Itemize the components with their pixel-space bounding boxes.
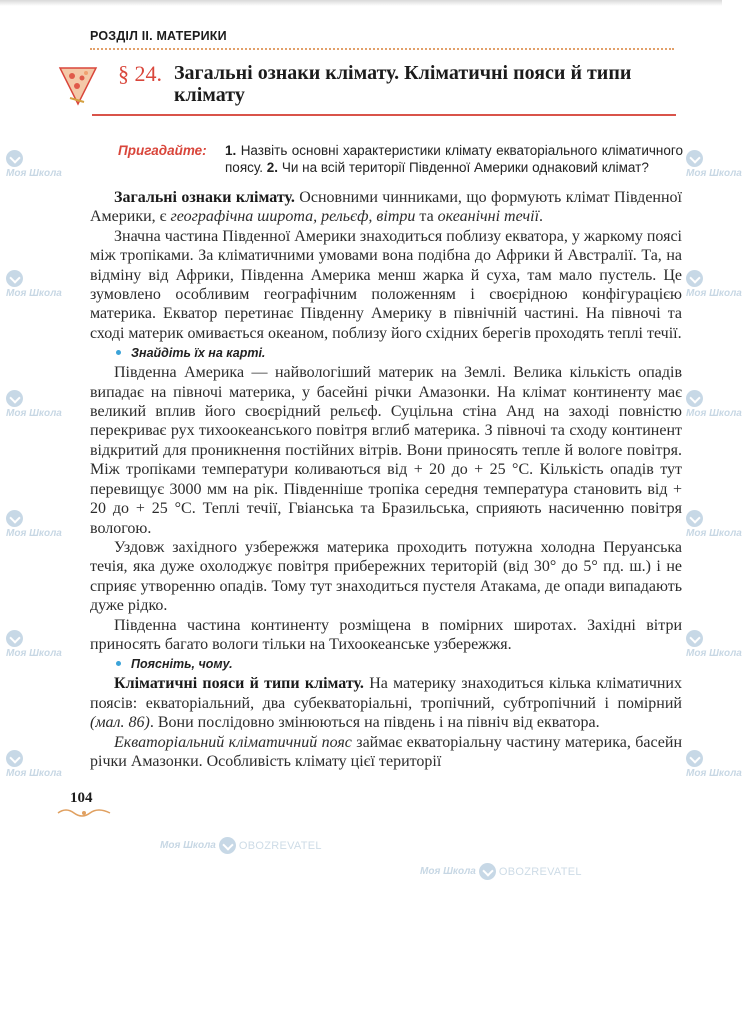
text-run: На материку знаходиться кілька кліматичних поясів: екваторіальний, два субекваторіальні, тропічний, субтропічний і помірний bbox=[90, 675, 682, 712]
watermark-school-text: Моя Школа bbox=[160, 840, 216, 851]
text-run: займає екваторіальну частину материка, басейн річки Амазонки. Особливість клімату цієї території bbox=[90, 733, 683, 770]
figure-reference: (мал. 86) bbox=[90, 714, 150, 732]
watermark-school-text: Моя Школа bbox=[420, 866, 476, 877]
watermark-logo-icon bbox=[6, 750, 23, 767]
watermark bbox=[6, 390, 62, 419]
watermark bbox=[686, 630, 742, 659]
watermark-logo-icon bbox=[6, 630, 23, 647]
watermark-school-text: Моя Школа bbox=[686, 288, 742, 299]
watermark bbox=[420, 863, 582, 880]
emphasis-text: Екваторіальний кліматичний пояс bbox=[114, 733, 352, 751]
recall-questions bbox=[225, 142, 683, 176]
bullet-icon bbox=[116, 350, 121, 355]
watermark-school-text: Моя Школа bbox=[6, 408, 62, 419]
paragraph-location: Значна частина Південної Америки знаходиться поблизу екватора, у жаркому поясі між тропіками. За кліматичними умовами вона подібна до Африки й Австралії. Та, на відміну від Африки, Південна Америка менш жарка й суха, там мало пустель. Це зумовлено особливим географічним положенням і своєрідною конфігурацією материка. Екватор перетинає Південну Америку в північній частині. На півночі та сході материк омивається океаном, поблизу його східних берегів проходять теплі течії. bbox=[90, 227, 682, 342]
heading-block bbox=[90, 62, 682, 108]
watermark-logo-icon bbox=[686, 390, 703, 407]
watermark-school-text: Моя Школа bbox=[6, 288, 62, 299]
section-label: РОЗДІЛ ІІ. МАТЕРИКИ bbox=[90, 29, 227, 43]
watermark bbox=[686, 150, 742, 179]
paragraph-precipitation: Південна Америка — найвологіший материк на Землі. Велика кількість опадів випадає на півночі материка, у басейні річки Амазонки. На клімат континенту має великий вплив його своєрідний рельєф. Суцільна стіна Анд на заході повністю перекриває рух тихоокеанського повітря вглиб материка. З півночі та сходу континент відкритий для проникнення постійних вітрів. Вони приносять тепле й вологе повітря. Між тропіками температури коливаються від + 20 до + 25 °С. Кількість опадів тут перевищує 3000 мм на рік. Південніше тропіка середня температура становить від + 20 до + 25 °С. Теплі течії, Гвіанська та Бразильська, сприяють насиченню повітря вологою. bbox=[90, 364, 682, 537]
watermark-logo-icon bbox=[6, 150, 23, 167]
watermark bbox=[686, 390, 742, 419]
paragraph-climate-belts bbox=[90, 674, 682, 732]
page-title: Загальні ознаки клімату. Кліматичні пояси й типи клімату bbox=[174, 62, 632, 106]
watermark-logo-icon bbox=[6, 390, 23, 407]
task-text: Поясніть, чому. bbox=[131, 657, 233, 672]
watermark-school-text: Моя Школа bbox=[686, 768, 742, 779]
watermark-logo-icon bbox=[219, 837, 236, 854]
watermark-logo-icon bbox=[686, 510, 703, 527]
watermark-school-text: Моя Школа bbox=[686, 168, 742, 179]
paragraph-ornament-icon bbox=[58, 64, 98, 108]
bullet-icon bbox=[116, 661, 121, 666]
text-run: . bbox=[539, 208, 544, 226]
emphasis-text: географічна широта, рельєф, вітри bbox=[170, 208, 416, 226]
task-find-on-map bbox=[90, 343, 682, 363]
question-2: Чи на всій території Південної Америки однаковий клімат? bbox=[281, 160, 649, 175]
watermark bbox=[6, 150, 62, 179]
recall-box bbox=[118, 142, 683, 176]
dotted-divider bbox=[90, 48, 674, 50]
text-run: . Вони послідовно змінюються на південь і на північ від екватора. bbox=[149, 714, 600, 732]
page-ornament-icon bbox=[56, 807, 112, 819]
watermark bbox=[6, 270, 62, 299]
page-number: 104 bbox=[70, 790, 93, 807]
watermark-brand-text: OBOZREVATEL bbox=[238, 839, 322, 852]
watermark bbox=[686, 510, 742, 539]
subheading-general: Загальні ознаки клімату. bbox=[114, 189, 295, 206]
task-explain-why bbox=[90, 654, 682, 674]
watermark-school-text: Моя Школа bbox=[686, 648, 742, 659]
watermark-logo-icon bbox=[686, 750, 703, 767]
paragraph-equatorial bbox=[90, 733, 682, 772]
watermark-logo-icon bbox=[686, 150, 703, 167]
question-2-number: 2. bbox=[266, 160, 279, 175]
paragraph-temperate: Південна частина континенту розміщена в помірних широтах. Західні вітри приносять багато вологи тільки на Тихоокеанське узбережжя. bbox=[90, 616, 682, 653]
watermark-school-text: Моя Школа bbox=[686, 528, 742, 539]
watermark bbox=[6, 750, 62, 779]
page-footer bbox=[56, 789, 136, 829]
text-run: та bbox=[415, 208, 438, 226]
watermark-logo-icon bbox=[686, 270, 703, 287]
watermark-school-text: Моя Школа bbox=[6, 648, 62, 659]
watermark-logo-icon bbox=[686, 630, 703, 647]
task-text: Знайдіть їх на карті. bbox=[131, 346, 266, 361]
question-1: Назвіть основні характеристики клімату екваторіального кліматичного поясу. bbox=[225, 143, 683, 175]
watermark bbox=[6, 510, 62, 539]
watermark-logo-icon bbox=[6, 510, 23, 527]
title-underline bbox=[92, 114, 676, 116]
paragraph-climate-factors bbox=[90, 188, 682, 227]
watermark bbox=[160, 837, 322, 854]
recall-label: Пригадайте: bbox=[118, 143, 207, 158]
watermark-school-text: Моя Школа bbox=[6, 528, 62, 539]
paragraph-number: § 24. bbox=[118, 61, 162, 86]
watermark bbox=[686, 750, 742, 779]
question-1-number: 1. bbox=[225, 143, 237, 158]
watermark-school-text: Моя Школа bbox=[6, 168, 62, 179]
paragraph-peru-current: Уздовж західного узбережжя материка проходить потужна холодна Перуанська течія, яка дуже охолоджує повітря прибережних територій (від 30° до 5° пд. ш.) і не сприяє утворенню опадів. Тому тут знаходиться пустеля Атакама, де опади випадають дуже рідко. bbox=[90, 538, 682, 615]
watermark-school-text: Моя Школа bbox=[6, 768, 62, 779]
subheading-belts: Кліматичні пояси й типи клімату. bbox=[114, 675, 364, 693]
page-content bbox=[70, 0, 683, 829]
watermark bbox=[6, 630, 62, 659]
watermark-logo-icon bbox=[6, 270, 23, 287]
watermark-brand-text: OBOZREVATEL bbox=[498, 865, 582, 878]
body-text bbox=[90, 188, 682, 771]
watermark bbox=[686, 270, 742, 299]
text-run: Основними чинниками, що формують клімат Південної Америки, є bbox=[90, 189, 682, 226]
watermark-school-text: Моя Школа bbox=[686, 408, 742, 419]
emphasis-text: океанічні течії bbox=[437, 208, 540, 226]
watermark-logo-icon bbox=[479, 863, 496, 880]
